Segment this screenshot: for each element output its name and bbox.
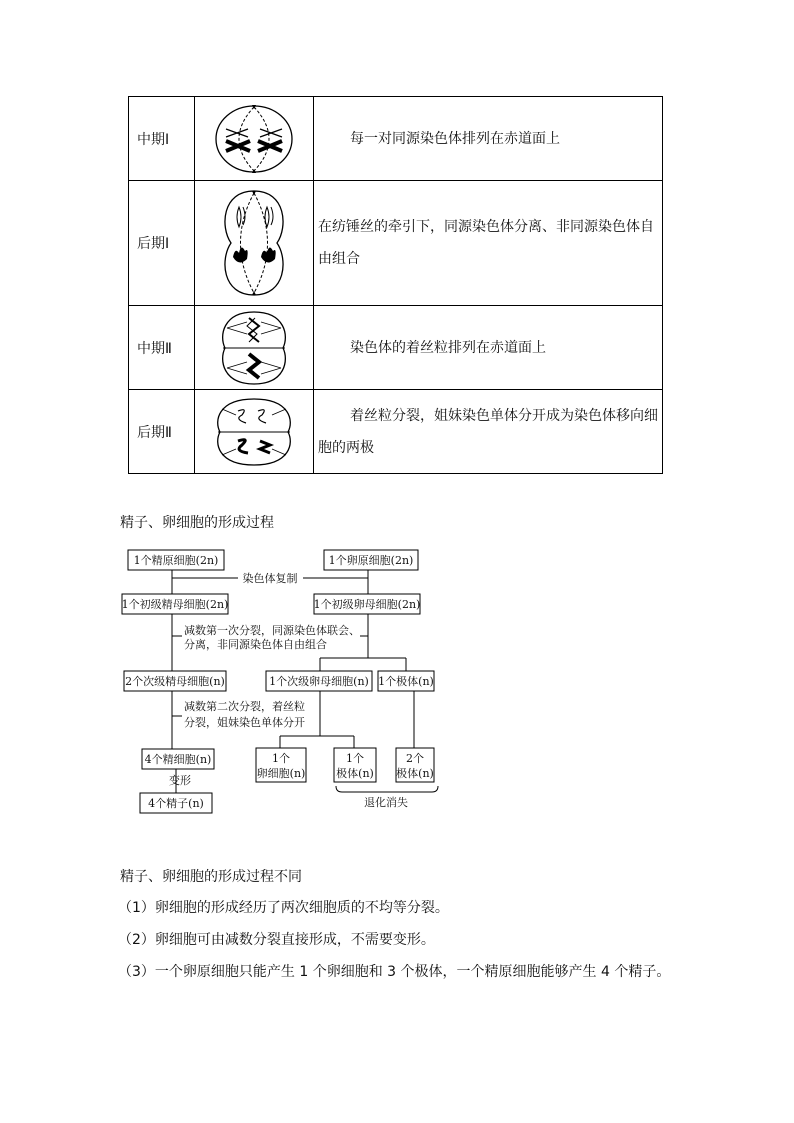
point-3: （3）一个卵原细胞只能产生 1 个卵细胞和 3 个极体，一个精原细胞能够产生 4 个精子。: [118, 964, 671, 980]
point-2: （2）卵细胞可由减数分裂直接形成，不需要变形。: [118, 932, 435, 948]
flow-meiosis1-line2: 分离，非同源染色体自由组合: [184, 638, 327, 651]
stage-row-anaphase-1: [129, 181, 663, 306]
flow-meiosis2-line1: 减数第二次分裂，着丝粒: [184, 700, 305, 713]
flow-polar1-top: 1个: [346, 752, 364, 765]
stage-description: 染色体的着丝粒排列在赤道面上: [350, 339, 546, 356]
stage-row-anaphase-2: [129, 390, 663, 474]
flow-spermatid: 4个精细胞(n): [144, 753, 212, 766]
stage-description: 每一对同源染色体排列在赤道面上: [350, 130, 560, 147]
flow-degenerate: 退化消失: [364, 796, 408, 809]
stage-name: 中期Ⅱ: [129, 306, 195, 390]
flow-egg-top: 1个: [272, 752, 290, 765]
flow-meiosis1-line1: 减数第一次分裂，同源染色体联会、: [184, 624, 360, 637]
stage-name: 后期Ⅰ: [129, 181, 195, 306]
flow-egg-mother: 1个卵原细胞(2n): [328, 554, 414, 567]
flow-primary-spermatocyte: 1个初级精母细胞(2n): [121, 598, 229, 611]
section-title-formation: 精子、卵细胞的形成过程: [120, 515, 274, 531]
stage-row-metaphase-2: [129, 306, 663, 390]
flow-secondary-oocyte: 1个次级卵母细胞(n): [269, 675, 369, 688]
flow-primary-oocyte: 1个初级卵母细胞(2n): [313, 598, 421, 611]
flow-egg-bottom: 卵细胞(n): [256, 767, 306, 780]
stage-description: 着丝粒分裂，姐妹染色单体分开成为染色体移向细胞的两极: [318, 407, 658, 456]
gametogenesis-flowchart: [110, 540, 460, 830]
flow-polar2-bottom: 极体(n): [396, 767, 434, 780]
anaphase-II-cell-figure: [195, 390, 314, 474]
section-title-differences: 精子、卵细胞的形成过程不同: [120, 869, 302, 885]
stage-name: 中期Ⅰ: [129, 97, 195, 181]
flow-meiosis2-line2: 分裂，姐妹染色单体分开: [184, 716, 305, 729]
anaphase-I-cell-figure: [195, 181, 314, 306]
flow-replication: 染色体复制: [242, 572, 298, 585]
point-1: （1）卵细胞的形成经历了两次细胞质的不均等分裂。: [118, 900, 449, 916]
flow-polar-body-1: 1个极体(n): [378, 675, 434, 688]
flow-sperm-mother: 1个精原细胞(2n): [133, 554, 219, 567]
flow-transform: 变形: [169, 774, 191, 787]
stage-row-metaphase-1: [129, 97, 663, 181]
flow-polar1-bottom: 极体(n): [336, 767, 374, 780]
stage-description: 在纺锤丝的牵引下，同源染色体分离、非同源染色体自由组合: [318, 219, 654, 267]
flow-secondary-spermatocyte: 2个次级精母细胞(n): [125, 675, 225, 688]
meiosis-stage-table: [128, 96, 663, 474]
metaphase-II-cell-figure: [195, 306, 314, 390]
flow-sperm: 4个精子(n): [148, 797, 204, 810]
stage-name: 后期Ⅱ: [129, 390, 195, 474]
flow-polar2-top: 2个: [406, 752, 424, 765]
metaphase-I-cell-figure: [195, 97, 314, 181]
